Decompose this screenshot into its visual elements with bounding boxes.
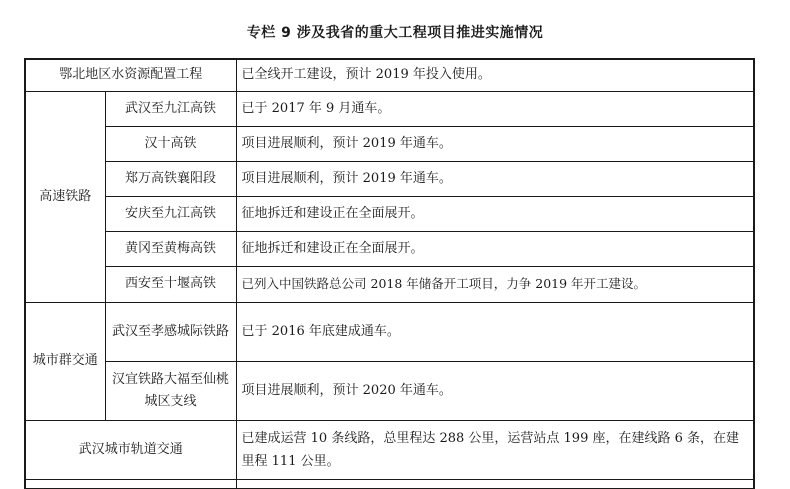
table-row xyxy=(25,161,754,196)
project-name: 鄂北地区水资源配置工程 xyxy=(25,59,236,91)
project-status: 项目进展顺利，预计 2020 年通车。 xyxy=(236,361,754,420)
table-row xyxy=(25,91,754,126)
project-name: 武汉至九江高铁 xyxy=(105,91,236,126)
project-status: 已列入中国铁路总公司 2018 年储备开工项目，力争 2019 年开工建设。 xyxy=(236,266,754,302)
project-name: 黄冈至黄梅高铁 xyxy=(105,231,236,266)
project-name: 郑万高铁襄阳段 xyxy=(105,161,236,196)
project-name: 安庆至九江高铁 xyxy=(105,196,236,231)
category-rail: 高速铁路 xyxy=(25,91,105,302)
category-urban: 城市群交通 xyxy=(25,302,105,420)
project-status: 已建成运营 10 条线路，总里程达 288 公里，运营站点 199 座，在建线路 6 条，在建里程 111 公里。 xyxy=(236,420,754,479)
project-name: 汉宜铁路大福至仙桃城区支线 xyxy=(105,361,236,420)
project-status: 征地拆迁和建设正在全面展开。 xyxy=(236,196,754,231)
project-name: 武汉至孝感城际铁路 xyxy=(105,302,236,361)
project-status: 项目进展顺利，预计 2019 年通车。 xyxy=(236,161,754,196)
table-row xyxy=(25,302,754,361)
project-status: 已全线开工建设，预计 2019 年投入使用。 xyxy=(236,59,754,91)
table-row xyxy=(25,266,754,302)
table-row xyxy=(25,231,754,266)
project-status: 项目进展顺利，预计 2019 年通车。 xyxy=(236,126,754,161)
table-row xyxy=(25,59,754,91)
table-row xyxy=(25,126,754,161)
projects-table xyxy=(24,58,755,489)
table-row xyxy=(25,361,754,420)
table-title: 专栏 9 涉及我省的重大工程项目推进实施情况 xyxy=(246,25,544,41)
project-name: 西安至十堰高铁 xyxy=(105,266,236,302)
project-name: 汉十高铁 xyxy=(105,126,236,161)
project-status: 已于 2016 年底建成通车。 xyxy=(236,302,754,361)
table-row xyxy=(25,420,754,479)
project-status: 征地拆迁和建设正在全面展开。 xyxy=(236,231,754,266)
project-name: 武汉城市轨道交通 xyxy=(25,420,236,479)
project-status: 已于 2017 年 9 月通车。 xyxy=(236,91,754,126)
table-row xyxy=(25,196,754,231)
